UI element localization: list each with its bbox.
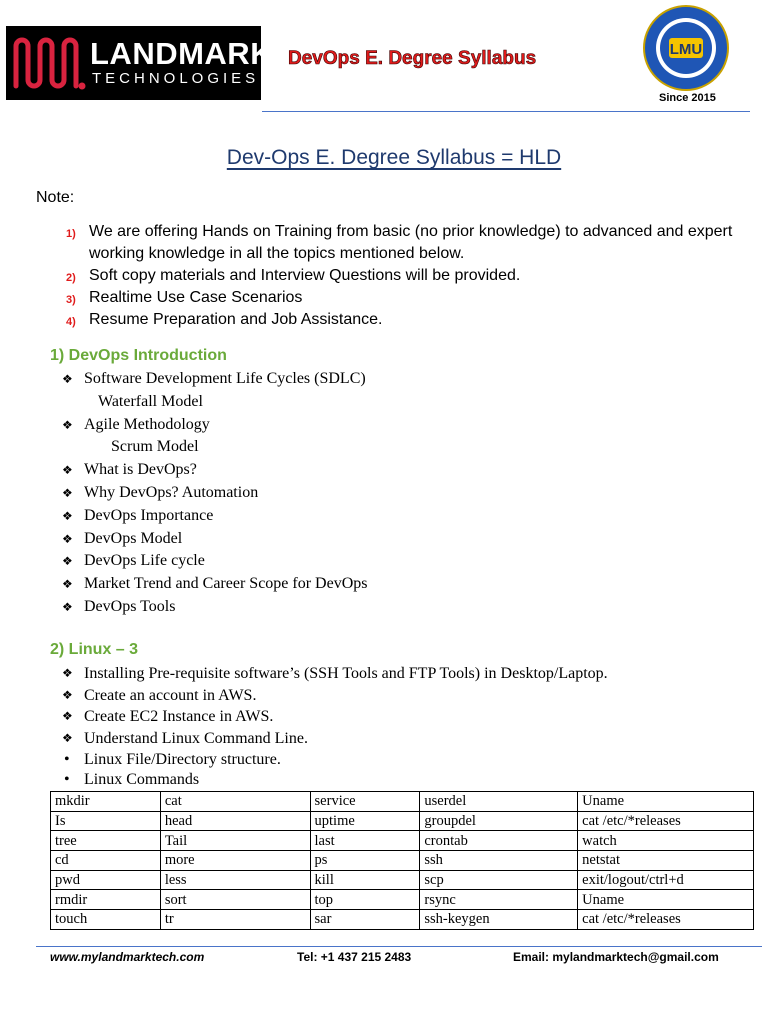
diamond-bullet-icon: ❖ [62,531,73,546]
table-cell: ssh [420,851,578,871]
table-cell: touch [51,910,161,930]
list-item: ❖ DevOps Model [62,528,367,551]
header-title: DevOps E. Degree Syllabus [288,48,537,69]
table-cell: ps [310,851,420,871]
note-item: 2) Soft copy materials and Interview Questions will be provided. [66,267,521,284]
section-heading-devops-intro: 1) DevOps Introduction [50,347,227,364]
table-cell: kill [310,870,420,890]
table-cell: cd [51,851,161,871]
notes-list [66,221,746,331]
table-row [51,890,754,910]
table-cell: cat /etc/*releases [578,811,754,831]
table-row [51,831,754,851]
list-item: ❖ Agile Methodology [62,414,367,437]
note-item: 1) We are offering Hands on Training from basic (no prior knowledge) to advanced and expert working knowledge in all the topics mentioned below. [66,223,733,262]
list-item: ❖ Create an account in AWS. [62,685,608,707]
list-item: ❖ Installing Pre-requisite software’s (SSH Tools and FTP Tools) in Desktop/Laptop. [62,663,608,685]
round-bullet-icon: • [64,770,70,788]
table-cell: head [160,811,310,831]
note-item: 4) Resume Preparation and Job Assistance. [66,311,383,328]
company-logo [6,26,274,100]
table-cell: cat /etc/*releases [578,910,754,930]
table-row [51,851,754,871]
logo-subtitle: TECHNOLOGIES [92,70,260,87]
table-cell: groupdel [420,811,578,831]
list-item: ❖ Understand Linux Command Line. [62,728,608,750]
footer-rule [36,946,762,947]
list-item: ❖ Market Trend and Career Scope for DevOps [62,573,367,596]
list-item: • Linux Commands [64,770,200,788]
diamond-bullet-icon: ❖ [62,554,73,569]
table-cell: Uname [578,792,754,812]
diamond-bullet-icon: ❖ [62,687,73,702]
diamond-bullet-icon: ❖ [62,485,73,500]
landmark-logo-mark [10,32,88,94]
table-cell: uptime [310,811,420,831]
footer-email: Email: mylandmarktech@gmail.com [513,950,719,964]
diamond-bullet-icon: ❖ [62,508,73,523]
note-label: Note: [36,189,75,206]
diamond-bullet-icon: ❖ [62,599,73,614]
table-row [51,792,754,812]
university-seal [642,4,730,92]
diamond-bullet-icon: ❖ [62,417,73,432]
diamond-bullet-icon: ❖ [62,372,73,386]
table-cell: more [160,851,310,871]
list-item: ❖ Create EC2 Instance in AWS. [62,706,608,728]
linux-commands-table [50,791,754,930]
table-cell: rmdir [51,890,161,910]
table-row [51,811,754,831]
list-subitem: Waterfall Model [98,392,203,410]
table-cell: Is [51,811,161,831]
list-item: ❖ What is DevOps? [62,459,367,482]
list-item: ❖ DevOps Life cycle [62,550,367,573]
table-cell: cat [160,792,310,812]
list-item: ❖ DevOps Tools [62,596,367,619]
table-cell: tree [51,831,161,851]
diamond-bullet-icon: ❖ [62,730,73,745]
table-cell: pwd [51,870,161,890]
footer-website: www.mylandmarktech.com [50,950,205,964]
table-cell: crontab [420,831,578,851]
header-rule [262,111,750,112]
table-cell: ssh-keygen [420,910,578,930]
table-cell: last [310,831,420,851]
round-bullet-icon: • [64,751,70,768]
footer-phone: Tel: +1 437 215 2483 [297,950,412,964]
since-year: Since 2015 [659,92,716,104]
table-cell: mkdir [51,792,161,812]
table-cell: sort [160,890,310,910]
table-cell: service [310,792,420,812]
table-cell: exit/logout/ctrl+d [578,870,754,890]
document-title: Dev-Ops E. Degree Syllabus = HLD [226,146,562,169]
table-cell: sar [310,910,420,930]
list-item: ❖ Software Development Life Cycles (SDLC) [62,368,367,391]
table-cell: netstat [578,851,754,871]
diamond-bullet-icon: ❖ [62,666,73,680]
table-cell: Tail [160,831,310,851]
section-heading-linux: 2) Linux – 3 [50,641,139,658]
logo-name: LANDMARK [90,36,274,71]
table-cell: rsync [420,890,578,910]
list-item: ❖ Why DevOps? Automation [62,482,367,505]
table-row [51,910,754,930]
list-item: • Linux File/Directory structure. [62,749,608,771]
note-item: 3) Realtime Use Case Scenarios [66,289,303,306]
table-cell: less [160,870,310,890]
section1-list [62,368,367,619]
table-cell: watch [578,831,754,851]
list-subitem: Scrum Model [111,438,199,456]
table-cell: top [310,890,420,910]
table-row [51,870,754,890]
seal-text: LMU [669,41,703,58]
diamond-bullet-icon: ❖ [62,577,73,592]
table-cell: scp [420,870,578,890]
diamond-bullet-icon: ❖ [62,463,73,478]
table-cell: userdel [420,792,578,812]
diamond-bullet-icon: ❖ [62,709,73,723]
list-item: ❖ DevOps Importance [62,505,367,528]
section2-list [62,663,608,789]
table-cell: Uname [578,890,754,910]
table-cell: tr [160,910,310,930]
